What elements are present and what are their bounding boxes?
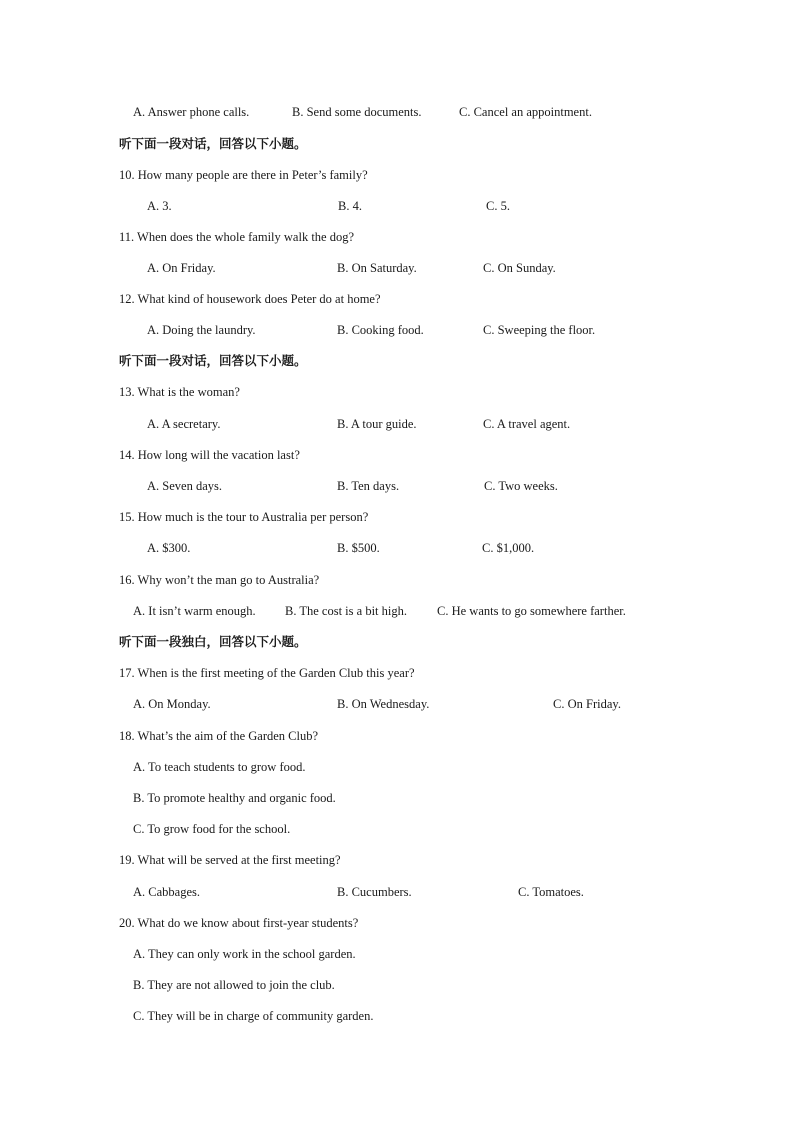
answer-option: B. Send some documents. [292,105,422,119]
answer-option: B. They are not allowed to join the club. [133,978,335,992]
question-text: 11. When does the whole family walk the dog? [119,230,355,244]
answer-option: B. Cooking food. [337,323,424,337]
question-text: 16. Why won’t the man go to Australia? [119,573,320,587]
answer-option: C. On Friday. [553,697,621,711]
answer-option: A. Cabbages. [133,885,200,899]
section-instruction: 听下面一段对话，回答以下小题。 [119,353,307,368]
answer-option: A. A secretary. [147,417,221,431]
answer-option: A. They can only work in the school garden. [133,947,356,961]
answer-option: A. On Monday. [133,697,211,711]
answer-option: B. The cost is a bit high. [285,604,407,618]
answer-option: B. $500. [337,541,380,555]
question-text: 10. How many people are there in Peter’s family? [119,168,368,182]
answer-option: A. Seven days. [147,479,222,493]
answer-option: B. Ten days. [337,479,400,493]
answer-option: B. 4. [338,199,362,213]
answer-option: C. Cancel an appointment. [459,105,592,119]
answer-option: C. $1,000. [482,541,535,555]
answer-option: A. To teach students to grow food. [133,760,306,774]
question-text: 20. What do we know about first-year students? [119,916,359,930]
answer-option: C. Sweeping the floor. [483,323,596,337]
answer-option: C. 5. [486,199,510,213]
answer-option: B. On Wednesday. [337,697,430,711]
question-text: 18. What’s the aim of the Garden Club? [119,729,319,743]
answer-option: B. To promote healthy and organic food. [133,791,336,805]
answer-option: C. On Sunday. [483,261,556,275]
answer-option: C. A travel agent. [483,417,571,431]
section-instruction: 听下面一段对话，回答以下小题。 [119,136,307,151]
answer-option: B. Cucumbers. [337,885,412,899]
question-text: 17. When is the first meeting of the Garden Club this year? [119,666,415,680]
answer-option: B. On Saturday. [337,261,417,275]
question-text: 15. How much is the tour to Australia per person? [119,510,369,524]
answer-option: C. Two weeks. [484,479,558,493]
answer-option: A. Answer phone calls. [133,105,250,119]
section-instruction: 听下面一段独白，回答以下小题。 [119,634,307,649]
answer-option: C. Tomatoes. [518,885,584,899]
question-text: 14. How long will the vacation last? [119,448,300,462]
answer-option: A. On Friday. [147,261,216,275]
answer-option: A. 3. [147,199,172,213]
answer-option: C. They will be in charge of community garden. [133,1009,374,1023]
answer-option: A. $300. [147,541,191,555]
question-text: 13. What is the woman? [119,385,240,399]
question-text: 19. What will be served at the first meeting? [119,853,341,867]
answer-option: B. A tour guide. [337,417,417,431]
answer-option: A. It isn’t warm enough. [133,604,256,618]
answer-option: A. Doing the laundry. [147,323,256,337]
answer-option: C. He wants to go somewhere farther. [437,604,626,618]
answer-option: C. To grow food for the school. [133,822,291,836]
question-text: 12. What kind of housework does Peter do at home? [119,292,381,306]
